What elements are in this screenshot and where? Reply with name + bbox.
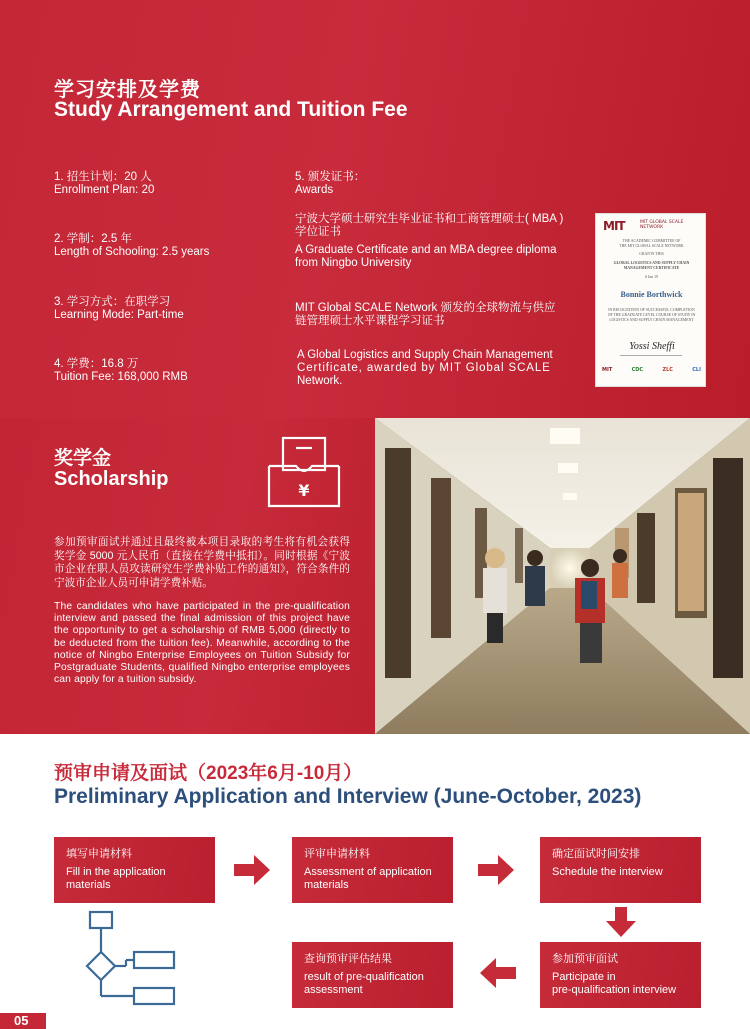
learning-mode [54, 296, 184, 322]
item-label-en: Length of Schooling: 2.5 years [54, 246, 210, 258]
arrow-right-icon [478, 855, 516, 885]
step-label-en: pre-qualification interview [552, 984, 677, 996]
cert-line: OF THE GRADUATE LEVEL COURSE OF STUDY IN [607, 313, 696, 317]
cert-line: GLOBAL LOGISTICS AND SUPPLY CHAIN [613, 261, 690, 265]
item-label-cn: 1. 招生计划：20 人 [54, 171, 152, 183]
award-line: Network. [297, 375, 343, 387]
step-label-en: Fill in the application [66, 866, 166, 878]
step-label-cn: 查询预审评估结果 [304, 953, 392, 965]
page-number: 05 [0, 1013, 46, 1029]
study-arrangement-section [0, 0, 750, 418]
cert-line: THE ACADEMIC COMMITTEE OF [622, 239, 681, 243]
item-label-en: Learning Mode: Part-time [54, 309, 184, 321]
partner-logo: ZLC [662, 367, 673, 373]
step-participate-interview [540, 942, 701, 1008]
award-line: from Ningbo University [295, 257, 412, 269]
partner-logo: CDC [631, 367, 644, 373]
enrollment-plan [54, 171, 154, 197]
award-mba-cn [295, 213, 563, 239]
cert-line: IN RECOGNITION OF SUCCESSFUL COMPLETION [608, 308, 695, 312]
award-line: 链管理硕士水平课程学习证书 [295, 315, 445, 327]
scholarship-envelope-icon [266, 436, 342, 508]
step-assessment [292, 837, 453, 903]
scholarship-title-cn: 奖学金 [54, 448, 112, 469]
award-mit-cn [295, 302, 556, 328]
awards-heading-en: Awards [295, 184, 334, 196]
step-label-cn: 评审申请材料 [304, 848, 370, 860]
step-schedule-interview [540, 837, 701, 903]
step-label-en: Assessment of application [304, 866, 432, 878]
step-label-en: materials [66, 879, 111, 891]
step-label-en: materials [304, 879, 349, 891]
step-label-cn: 确定面试时间安排 [552, 848, 640, 860]
award-line: Certificate, awarded by MIT Global SCALE [297, 362, 551, 374]
scholarship-section [0, 418, 375, 734]
hallway-photo [375, 418, 750, 734]
award-line: A Global Logistics and Supply Chain Management [297, 349, 553, 361]
scholarship-description-cn: 参加预审面试并通过且最终被本项目录取的考生将有机会获得奖学金 5000 元人民币（直接在学费中抵扣）。同时根据《宁波市企业在职人员攻读研究生学费补贴工作的通知》，符合条件的宁波市企业人员可申请学费补贴。 [54, 536, 350, 589]
partner-logo: CLI [692, 367, 701, 373]
award-mba-en [295, 244, 556, 270]
step-label-cn: 参加预审面试 [552, 953, 618, 965]
scholarship-description-en: The candidates who have participated in the pre-qualification interview and passed the final admission of this project have the opportunity to get a scholarship of RMB 5,000 (directly to be deducted from the tuition fee). Meanwhile, according to the notice of Ningbo Enterprise Employees on Tuition Subsidy for Postgraduate Students, qualified Ningbo enterprise employees can apply for a tuition subsidy. [54, 601, 350, 686]
arrow-down-icon [606, 907, 636, 937]
section-title-cn: 学习安排及学费 [54, 79, 201, 101]
scholarship-title-en: Scholarship [54, 468, 169, 490]
item-label-cn: 4. 学费：16.8 万 [54, 358, 139, 370]
step-label-en: Schedule the interview [552, 866, 663, 878]
awards-heading [295, 171, 365, 197]
award-line: MIT Global SCALE Network 颁发的全球物流与供应 [295, 302, 556, 314]
preliminary-title-en: Preliminary Application and Interview (June-October, 2023) [54, 785, 642, 808]
item-label-en: Enrollment Plan: 20 [54, 184, 155, 196]
item-label-cn: 3. 学习方式：在职学习 [54, 296, 171, 308]
step-label-en: Participate in [552, 971, 616, 983]
partner-logos [602, 367, 701, 373]
item-label-cn: 2. 学制：2.5 年 [54, 233, 132, 245]
length-of-schooling [54, 233, 209, 259]
cert-line: THE MIT GLOBAL SCALE NETWORK [619, 244, 684, 248]
cert-date: 6 Jun 19 [645, 275, 658, 279]
award-line: 宁波大学硕士研究生毕业证书和工商管理硕士( MBA ) [295, 213, 564, 225]
section-title-en: Study Arrangement and Tuition Fee [54, 98, 408, 121]
mit-certificate-image [595, 213, 706, 387]
award-line: A Graduate Certificate and an MBA degree diploma [295, 244, 557, 256]
cert-signature: Yossi Sheffi [629, 341, 675, 352]
preliminary-title-cn: 预审申请及面试（2023年6月-10月） [54, 763, 363, 784]
network-name: MIT GLOBAL SCALE NETWORK [640, 220, 684, 230]
arrow-left-icon [478, 958, 516, 988]
item-label-en: Tuition Fee: 168,000 RMB [54, 371, 188, 383]
mit-logo: MIT [603, 219, 625, 233]
yuan-symbol: ¥ [298, 481, 310, 500]
cert-recipient: Bonnie Borthwick [620, 290, 683, 299]
awards-heading-cn: 5. 颁发证书： [295, 171, 366, 183]
step-label-en: result of pre-qualification [304, 971, 424, 983]
cert-line: LOGISTICS AND SUPPLY CHAIN MANAGEMENT [609, 318, 694, 322]
signature-line [620, 355, 682, 356]
step-label-cn: 填写申请材料 [66, 848, 132, 860]
step-fill-application [54, 837, 215, 903]
award-line: 学位证书 [295, 226, 341, 238]
cert-line: GRANTS THIS [639, 252, 664, 256]
step-query-result [292, 942, 453, 1008]
flowchart-icon [82, 908, 182, 1008]
step-label-en: assessment [304, 984, 363, 996]
tuition-fee [54, 358, 188, 384]
award-mit-en [297, 349, 558, 388]
cert-line: MANAGEMENT CERTIFICATE [623, 266, 680, 270]
arrow-right-icon [234, 855, 272, 885]
partner-logo: MIT [602, 367, 613, 373]
